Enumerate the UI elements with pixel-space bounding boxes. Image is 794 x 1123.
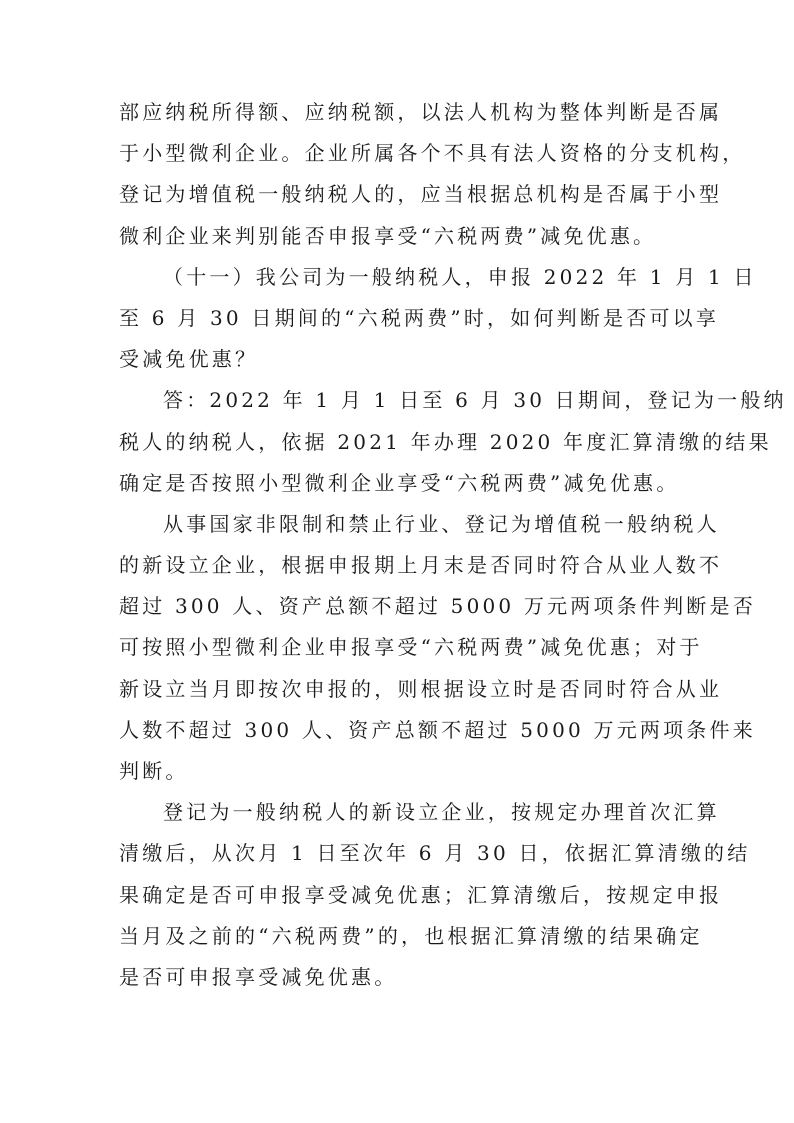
text-line: 从事国家非限制和禁止行业、登记为增值税一般纳税人 bbox=[163, 511, 720, 536]
answer-paragraph-1 bbox=[119, 385, 787, 509]
text-line: 于小型微利企业。企业所属各个不具有法人资格的分支机构， bbox=[119, 141, 746, 166]
text-line: 受减免优惠？ bbox=[119, 347, 259, 372]
text-line: 是否可申报享受减免优惠。 bbox=[119, 964, 398, 989]
text-line: 可按照小型微利企业申报享受“六税两费”减免优惠；对于 bbox=[119, 635, 703, 660]
text-line: （十一）我公司为一般纳税人，申报 2022 年 1 月 1 日 bbox=[163, 264, 757, 289]
text-line: 税人的纳税人，依据 2021 年办理 2020 年度汇算清缴的结果 bbox=[119, 429, 772, 454]
paragraph-continuation bbox=[119, 97, 746, 262]
text-line: 清缴后，从次月 1 日至次年 6 月 30 日，依据汇算清缴的结 bbox=[119, 841, 751, 866]
text-line: 新设立当月即按次申报的，则根据设立时是否同时符合从业 bbox=[119, 676, 723, 701]
answer-paragraph-3 bbox=[119, 797, 751, 1003]
text-line: 至 6 月 30 日期间的“六税两费”时，如何判断是否可以享 bbox=[119, 305, 720, 330]
document-body bbox=[119, 97, 787, 1003]
text-line: 当月及之前的“六税两费”的，也根据汇算清缴的结果确定 bbox=[119, 923, 703, 948]
text-line: 判断。 bbox=[119, 759, 189, 783]
answer-paragraph-2 bbox=[119, 509, 756, 797]
text-line: 部应纳税所得额、应纳税额，以法人机构为整体判断是否属 bbox=[119, 100, 723, 124]
text-line: 微利企业来判别能否申报享受“六税两费”减免优惠。 bbox=[119, 223, 657, 248]
text-line: 果确定是否可申报享受减免优惠；汇算清缴后，按规定申报 bbox=[119, 882, 723, 907]
text-line: 的新设立企业，根据申报期上月末是否同时符合从业人数不 bbox=[119, 553, 723, 578]
text-line: 确定是否按照小型微利企业享受“六税两费”减免优惠。 bbox=[119, 470, 680, 495]
question-heading bbox=[119, 262, 757, 386]
text-line: 人数不超过 300 人、资产总额不超过 5000 万元两项条件来 bbox=[119, 717, 756, 742]
text-line: 登记为一般纳税人的新设立企业，按规定办理首次汇算 bbox=[163, 800, 720, 825]
text-line: 超过 300 人、资产总额不超过 5000 万元两项条件判断是否 bbox=[119, 594, 756, 619]
text-line: 答：2022 年 1 月 1 日至 6 月 30 日期间，登记为一般纳 bbox=[163, 388, 787, 413]
text-line: 登记为增值税一般纳税人的，应当根据总机构是否属于小型 bbox=[119, 182, 723, 207]
